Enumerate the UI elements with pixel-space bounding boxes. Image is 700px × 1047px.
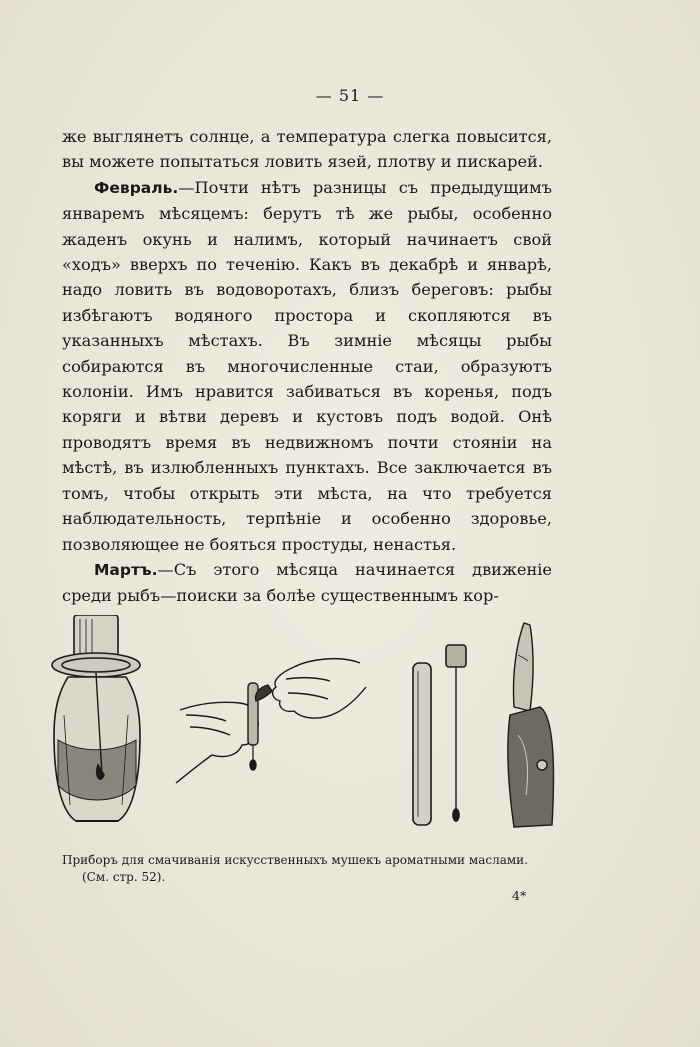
printer-signature-mark: 4* [512, 888, 527, 903]
body-text [62, 124, 552, 609]
paragraph-text: же выглянетъ солнце, а температура слегка повысится, вы можете попытаться ловить язей, плотву и пискарей. [62, 127, 552, 172]
hand-with-fly-illustration [256, 659, 366, 718]
engraving-illustration [40, 615, 565, 840]
hand-with-vial-illustration [176, 683, 258, 783]
oil-bottle-illustration [52, 615, 140, 821]
paragraph-text: —Почти нѣтъ разницы съ предыдущимъ январемъ мѣсяцемъ: берутъ тѣ же рыбы, особенно жаденъ окунь и налимъ, который начинаетъ свой «ходъ» вверхъ по теченію. Какъ въ декабрѣ и январѣ, надо ловить въ водоворотахъ, близъ береговъ: рыбы избѣгаютъ водяного простора и скопляются въ указанныхъ мѣстахъ. Въ зимніе мѣсяцы рыбы собираются въ многочисленные стаи, образуютъ колоніи. Имъ нравится забиваться въ коренья, подъ коряги и вѣтви деревъ и кустовъ подъ водой. Онѣ проводятъ время въ недвижномъ почти стояніи на мѣстѣ, въ излюбленныхъ пунктахъ. Все заключается въ томъ, чтобы открыть эти мѣста, на что требуется наблюдательность, терпѣніе и особенно здоровье, позволяющее не бояться простуды, ненастья. [62, 177, 552, 554]
month-heading: Мартъ. [94, 560, 158, 579]
caption-line: Приборъ для смачиванія искусственныхъ мушекъ ароматными маслами. [62, 853, 528, 867]
pocket-knife-illustration [508, 623, 554, 827]
month-heading: Февраль. [94, 178, 179, 197]
paragraph-february [62, 175, 552, 557]
paragraph-text: —Съ этого мѣсяца начинается движеніе среди рыбъ—поиски за болѣе существеннымъ кор- [62, 559, 552, 606]
caption-reference: (См. стр. 52). [82, 870, 166, 884]
glass-tube-illustration [413, 645, 466, 825]
illustration-svg [40, 615, 565, 840]
figure-caption [62, 852, 562, 886]
page-number: — 51 — [315, 86, 385, 105]
paragraph-continuation [62, 124, 552, 175]
paragraph-march [62, 557, 552, 609]
